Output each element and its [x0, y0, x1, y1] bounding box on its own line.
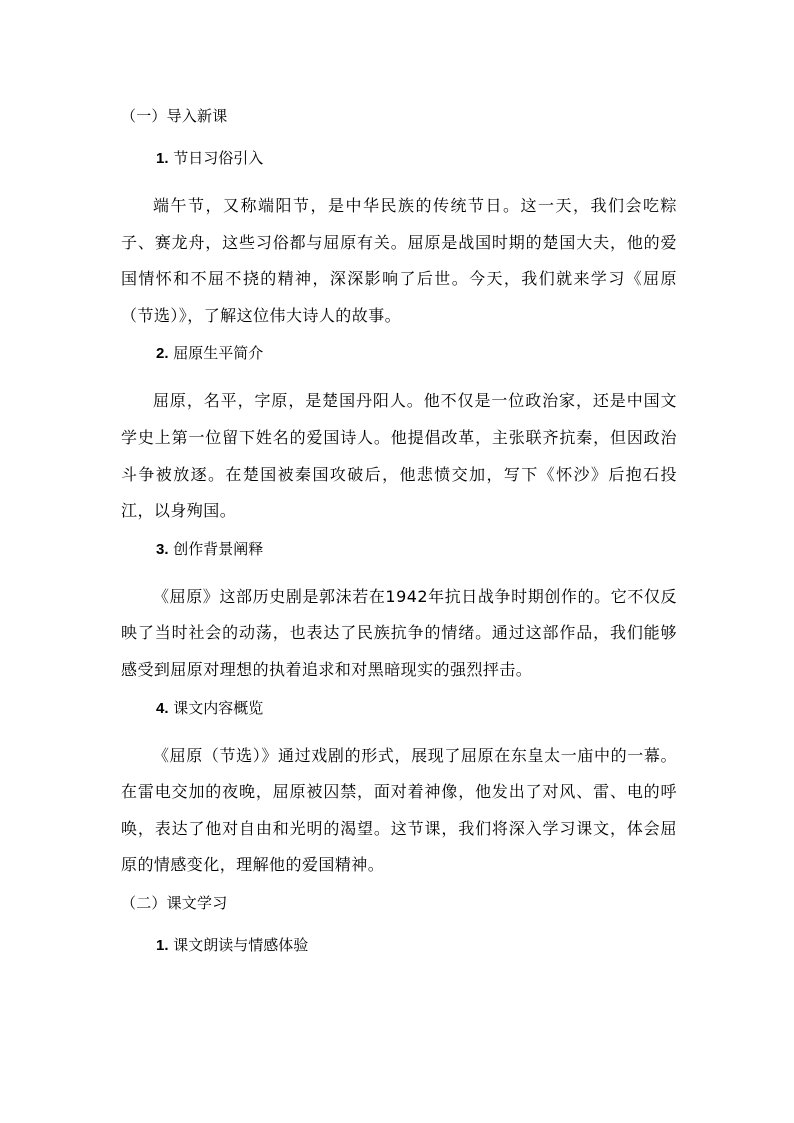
subheading-1-2 [121, 339, 677, 368]
paragraph-1-1: 端午节，又称端阳节，是中华民族的传统节日。这一天，我们会吃粽子、赛龙舟，这些习俗都与屈原有关。屈原是战国时期的楚国大夫，他的爱国情怀和不屈不挠的精神，深深影响了后世。今天，我们就来学习《屈原（节选）》，了解这位伟大诗人的故事。 [121, 196, 677, 325]
subheading-number: 4. [156, 699, 169, 717]
subheading-2-1 [121, 931, 677, 960]
paragraph-1-2: 屈原，名平，字原，是楚国丹阳人。他不仅是一位政治家，还是中国文学史上第一位留下姓名的爱国诗人。他提倡改革，主张联齐抗秦，但因政治斗争被放逐。在楚国被秦国攻破后，他悲愤交加，写下《怀沙》后抱石投江，以身殉国。 [121, 391, 677, 521]
subheading-1-1 [121, 144, 677, 173]
subheading-text: 节日习俗引入 [173, 149, 264, 167]
subheading-number: 1. [156, 936, 169, 954]
document-body [121, 102, 677, 975]
subheading-number: 3. [156, 540, 169, 558]
subheading-text: 创作背景阐释 [173, 539, 264, 558]
subheading-text: 课文内容概览 [173, 698, 264, 717]
paragraph-1-4: 《屈原（节选）》通过戏剧的形式，展现了屈原在东皇太一庙中的一幕。在雷电交加的夜晚，屈原被囚禁，面对着神像，他发出了对风、雷、电的呼唤，表达了他对自由和光明的渴望。这节课，我们将深入学习课文，体会屈原的情感变化，理解他的爱国精神。 [121, 745, 677, 875]
subheading-text: 屈原生平简介 [173, 344, 264, 363]
subheading-1-3 [121, 535, 677, 564]
paragraph-1-3: 《屈原》这部历史剧是郭沫若在1942年抗日战争时期创作的。它不仅反映了当时社会的动荡，也表达了民族抗争的情绪。通过这部作品，我们能够感受到屈原对理想的执着追求和对黑暗现实的强烈抨击。 [121, 586, 677, 679]
subheading-number: 1. [156, 150, 169, 167]
subheading-text: 课文朗读与情感体验 [173, 935, 309, 954]
subheading-1-4 [121, 694, 677, 723]
section-heading-2: （二）课文学习 [121, 893, 228, 912]
section-heading-1: （一）导入新课 [121, 107, 228, 125]
subheading-number: 2. [156, 345, 169, 363]
